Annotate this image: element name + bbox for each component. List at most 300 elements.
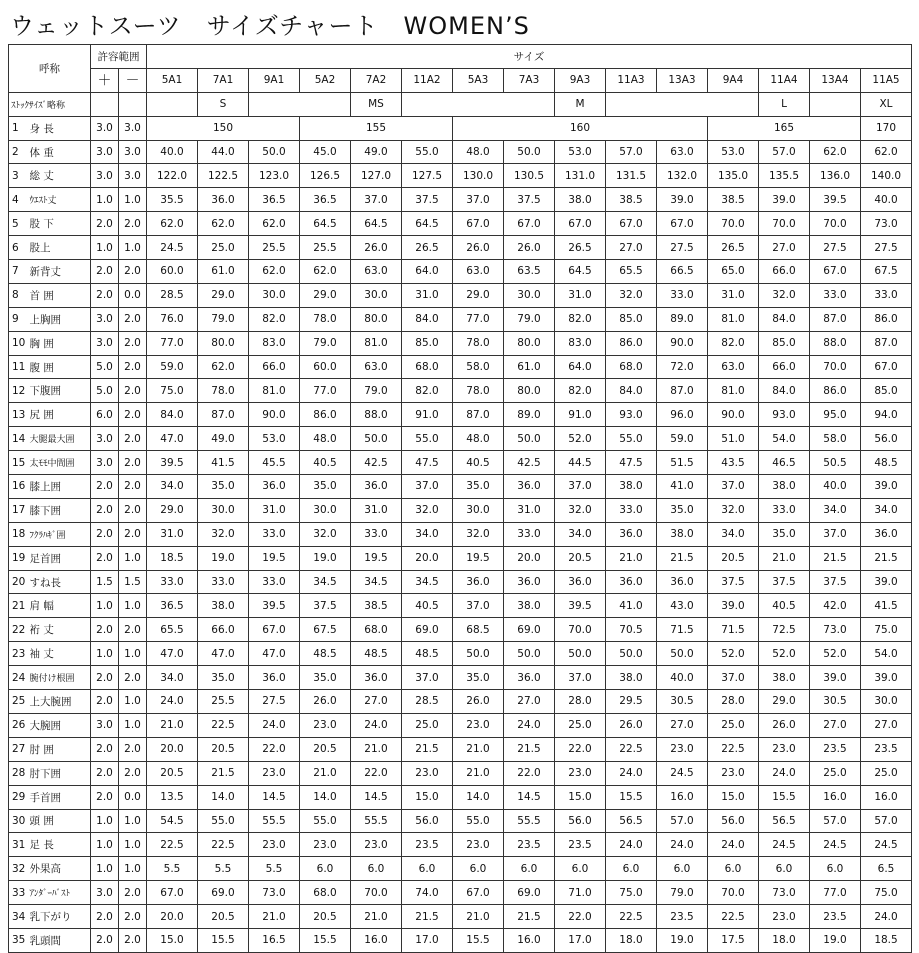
measurement-cell: 90.0	[249, 403, 300, 427]
measurement-cell: 15.0	[555, 785, 606, 809]
measurement-cell: 66.0	[759, 355, 810, 379]
measurement-cell: 34.5	[300, 570, 351, 594]
measurement-cell: 42.5	[504, 451, 555, 475]
row-name: 膝下囲	[29, 498, 91, 522]
measurement-cell: 57.0	[606, 140, 657, 164]
measurement-cell: 24.0	[759, 761, 810, 785]
tolerance-minus: 2.0	[119, 355, 147, 379]
row-number: 20	[9, 570, 29, 594]
table-row	[9, 881, 912, 905]
size-code: 13A4	[810, 68, 861, 92]
measurement-cell: 75.0	[861, 618, 912, 642]
measurement-cell: 74.0	[402, 881, 453, 905]
measurement-cell: 14.5	[351, 785, 402, 809]
measurement-cell: 15.5	[453, 928, 504, 952]
measurement-cell: 87.0	[198, 403, 249, 427]
measurement-cell: 68.0	[300, 881, 351, 905]
measurement-cell: 26.0	[606, 713, 657, 737]
measurement-cell: 60.0	[147, 260, 198, 284]
row-number: 12	[9, 379, 29, 403]
row-name: 肘 囲	[29, 737, 91, 761]
tolerance-plus: 5.0	[91, 355, 119, 379]
measurement-cell: 40.5	[453, 451, 504, 475]
row-number: 7	[9, 260, 29, 284]
row-number: 35	[9, 928, 29, 952]
measurement-cell: 31.0	[147, 522, 198, 546]
measurement-cell: 70.0	[759, 212, 810, 236]
tolerance-minus: 2.0	[119, 905, 147, 929]
table-row	[9, 188, 912, 212]
measurement-cell: 75.0	[861, 881, 912, 905]
tolerance-minus: 2.0	[119, 498, 147, 522]
measurement-cell: 78.0	[453, 379, 504, 403]
measurement-cell: 64.0	[555, 355, 606, 379]
measurement-cell: 20.5	[147, 761, 198, 785]
row-number: 34	[9, 905, 29, 929]
measurement-cell: 77.0	[300, 379, 351, 403]
table-row	[9, 260, 912, 284]
measurement-cell: 73.0	[759, 881, 810, 905]
measurement-cell: 62.0	[300, 260, 351, 284]
tolerance-minus: 3.0	[119, 116, 147, 140]
measurement-cell: 36.0	[606, 570, 657, 594]
measurement-cell: 31.0	[708, 283, 759, 307]
tolerance-plus: 1.5	[91, 570, 119, 594]
measurement-cell: 91.0	[402, 403, 453, 427]
measurement-cell: 63.0	[708, 355, 759, 379]
measurement-cell: 18.5	[861, 928, 912, 952]
row-number: 30	[9, 809, 29, 833]
measurement-cell: 28.5	[402, 690, 453, 714]
stock-size-cell: MS	[351, 92, 402, 116]
measurement-cell: 78.0	[198, 379, 249, 403]
measurement-cell: 50.0	[249, 140, 300, 164]
measurement-cell: 69.0	[504, 881, 555, 905]
height-group-cell: 160	[453, 116, 708, 140]
measurement-cell: 15.0	[147, 928, 198, 952]
tolerance-minus: 2.0	[119, 260, 147, 284]
measurement-cell: 38.0	[606, 475, 657, 499]
measurement-cell: 14.0	[300, 785, 351, 809]
measurement-cell: 55.0	[453, 809, 504, 833]
table-row	[9, 451, 912, 475]
measurement-cell: 70.5	[606, 618, 657, 642]
measurement-cell: 22.5	[606, 905, 657, 929]
row-name: 膝上囲	[29, 475, 91, 499]
measurement-cell: 6.0	[351, 857, 402, 881]
measurement-cell: 16.0	[861, 785, 912, 809]
measurement-cell: 6.0	[453, 857, 504, 881]
tolerance-minus: 2.0	[119, 379, 147, 403]
measurement-cell: 56.0	[555, 809, 606, 833]
measurement-cell: 25.0	[861, 761, 912, 785]
tolerance-minus: 1.0	[119, 713, 147, 737]
measurement-cell: 53.0	[249, 427, 300, 451]
measurement-cell: 91.0	[555, 403, 606, 427]
measurement-cell: 38.0	[657, 522, 708, 546]
measurement-cell: 64.5	[351, 212, 402, 236]
measurement-cell: 81.0	[708, 379, 759, 403]
measurement-cell: 38.5	[708, 188, 759, 212]
tolerance-plus: 6.0	[91, 403, 119, 427]
height-group-cell: 150	[147, 116, 300, 140]
measurement-cell: 38.0	[759, 475, 810, 499]
measurement-cell: 66.0	[198, 618, 249, 642]
measurement-cell: 23.0	[759, 737, 810, 761]
measurement-cell: 33.0	[759, 498, 810, 522]
measurement-cell: 25.5	[249, 236, 300, 260]
row-name: ﾌｸﾗﾊｷﾞ囲	[29, 522, 91, 546]
measurement-cell: 21.5	[198, 761, 249, 785]
stock-size-cell: L	[759, 92, 810, 116]
measurement-cell: 36.0	[861, 522, 912, 546]
measurement-cell: 38.5	[606, 188, 657, 212]
table-row	[9, 618, 912, 642]
measurement-cell: 36.0	[555, 570, 606, 594]
size-code: 5A1	[147, 68, 198, 92]
measurement-cell: 30.0	[453, 498, 504, 522]
measurement-cell: 35.0	[300, 475, 351, 499]
measurement-cell: 55.5	[351, 809, 402, 833]
measurement-cell: 38.0	[198, 594, 249, 618]
row-number: 17	[9, 498, 29, 522]
measurement-cell: 5.5	[198, 857, 249, 881]
measurement-cell: 38.0	[606, 666, 657, 690]
stock-size-row	[9, 92, 912, 116]
measurement-cell: 67.0	[249, 618, 300, 642]
tolerance-minus: 1.0	[119, 809, 147, 833]
measurement-cell: 31.0	[555, 283, 606, 307]
measurement-cell: 21.0	[606, 546, 657, 570]
measurement-cell: 68.0	[402, 355, 453, 379]
measurement-cell: 48.5	[351, 642, 402, 666]
measurement-cell: 17.5	[708, 928, 759, 952]
tolerance-plus: 1.0	[91, 188, 119, 212]
measurement-cell: 75.0	[147, 379, 198, 403]
table-row	[9, 498, 912, 522]
row-name: 足 長	[29, 833, 91, 857]
measurement-cell: 5.5	[147, 857, 198, 881]
measurement-cell: 27.5	[249, 690, 300, 714]
measurement-cell: 19.0	[198, 546, 249, 570]
stock-minus-empty	[119, 92, 147, 116]
measurement-cell: 31.0	[402, 283, 453, 307]
table-row	[9, 857, 912, 881]
measurement-cell: 38.0	[759, 666, 810, 690]
measurement-cell: 62.0	[198, 355, 249, 379]
tolerance-minus: 2.0	[119, 403, 147, 427]
measurement-cell: 36.0	[351, 475, 402, 499]
size-chart-table	[8, 44, 912, 953]
measurement-cell: 23.0	[351, 833, 402, 857]
measurement-cell: 33.0	[657, 283, 708, 307]
measurement-cell: 23.0	[657, 737, 708, 761]
measurement-cell: 30.0	[198, 498, 249, 522]
measurement-cell: 55.0	[198, 809, 249, 833]
measurement-cell: 85.0	[861, 379, 912, 403]
measurement-cell: 47.0	[147, 642, 198, 666]
measurement-cell: 127.0	[351, 164, 402, 188]
measurement-cell: 77.0	[453, 307, 504, 331]
measurement-cell: 122.0	[147, 164, 198, 188]
measurement-cell: 26.0	[453, 690, 504, 714]
measurement-cell: 27.0	[606, 236, 657, 260]
measurement-cell: 24.5	[810, 833, 861, 857]
measurement-cell: 23.0	[555, 761, 606, 785]
measurement-cell: 42.5	[351, 451, 402, 475]
measurement-cell: 34.0	[402, 522, 453, 546]
measurement-cell: 53.0	[555, 140, 606, 164]
stock-size-cell	[402, 92, 555, 116]
measurement-cell: 6.0	[657, 857, 708, 881]
row-name: 手首囲	[29, 785, 91, 809]
tolerance-minus: 1.0	[119, 546, 147, 570]
row-number: 28	[9, 761, 29, 785]
row-number: 22	[9, 618, 29, 642]
stock-size-cell	[147, 92, 198, 116]
tolerance-minus: 1.0	[119, 594, 147, 618]
row-name: 大腕囲	[29, 713, 91, 737]
measurement-cell: 33.0	[249, 522, 300, 546]
measurement-cell: 28.0	[555, 690, 606, 714]
tolerance-minus: 2.0	[119, 427, 147, 451]
table-row	[9, 307, 912, 331]
measurement-cell: 30.0	[249, 283, 300, 307]
measurement-cell: 50.0	[504, 140, 555, 164]
row-name: 腹 囲	[29, 355, 91, 379]
measurement-cell: 39.0	[861, 666, 912, 690]
tolerance-plus: 2.0	[91, 785, 119, 809]
row-name: 乳頭間	[29, 928, 91, 952]
measurement-cell: 30.0	[351, 283, 402, 307]
measurement-cell: 136.0	[810, 164, 861, 188]
measurement-cell: 72.5	[759, 618, 810, 642]
measurement-cell: 37.0	[708, 666, 759, 690]
measurement-cell: 16.0	[351, 928, 402, 952]
table-row	[9, 737, 912, 761]
measurement-cell: 88.0	[810, 331, 861, 355]
measurement-cell: 37.0	[555, 475, 606, 499]
measurement-cell: 63.5	[504, 260, 555, 284]
measurement-cell: 39.5	[810, 188, 861, 212]
tolerance-plus: 2.0	[91, 498, 119, 522]
row-name: 股 下	[29, 212, 91, 236]
measurement-cell: 47.5	[606, 451, 657, 475]
measurement-cell: 135.0	[708, 164, 759, 188]
table-row	[9, 283, 912, 307]
row-number: 25	[9, 690, 29, 714]
measurement-cell: 50.0	[606, 642, 657, 666]
measurement-cell: 27.5	[861, 236, 912, 260]
measurement-cell: 24.0	[249, 713, 300, 737]
measurement-cell: 36.0	[453, 570, 504, 594]
measurement-cell: 37.5	[402, 188, 453, 212]
tolerance-minus: 2.0	[119, 928, 147, 952]
measurement-cell: 24.0	[504, 713, 555, 737]
measurement-cell: 33.0	[351, 522, 402, 546]
row-number: 14	[9, 427, 29, 451]
header-row-1	[9, 45, 912, 69]
row-name: 肩 幅	[29, 594, 91, 618]
tolerance-minus: 1.0	[119, 690, 147, 714]
measurement-cell: 69.0	[198, 881, 249, 905]
measurement-cell: 20.5	[708, 546, 759, 570]
measurement-cell: 83.0	[555, 331, 606, 355]
row-number: 24	[9, 666, 29, 690]
tolerance-plus: 3.0	[91, 307, 119, 331]
measurement-cell: 40.0	[810, 475, 861, 499]
measurement-cell: 21.5	[861, 546, 912, 570]
measurement-cell: 40.0	[657, 666, 708, 690]
measurement-cell: 21.0	[351, 737, 402, 761]
row-name: 足首囲	[29, 546, 91, 570]
measurement-cell: 5.5	[249, 857, 300, 881]
measurement-cell: 20.0	[147, 905, 198, 929]
measurement-cell: 70.0	[351, 881, 402, 905]
measurement-cell: 35.0	[453, 666, 504, 690]
measurement-cell: 67.0	[453, 212, 504, 236]
size-code: 5A2	[300, 68, 351, 92]
tolerance-plus: 1.0	[91, 594, 119, 618]
measurement-cell: 44.5	[555, 451, 606, 475]
measurement-cell: 44.0	[198, 140, 249, 164]
tolerance-plus: 2.0	[91, 260, 119, 284]
measurement-cell: 28.5	[147, 283, 198, 307]
table-row	[9, 666, 912, 690]
measurement-cell: 35.0	[198, 666, 249, 690]
measurement-cell: 36.0	[606, 522, 657, 546]
measurement-cell: 37.0	[402, 666, 453, 690]
tolerance-minus: 2.0	[119, 212, 147, 236]
measurement-cell: 55.0	[402, 427, 453, 451]
measurement-cell: 57.0	[861, 809, 912, 833]
measurement-cell: 41.0	[606, 594, 657, 618]
table-row	[9, 331, 912, 355]
measurement-cell: 36.0	[504, 570, 555, 594]
measurement-cell: 30.5	[657, 690, 708, 714]
measurement-cell: 62.0	[147, 212, 198, 236]
measurement-cell: 70.0	[810, 355, 861, 379]
measurement-cell: 28.0	[708, 690, 759, 714]
measurement-cell: 47.5	[402, 451, 453, 475]
row-number: 29	[9, 785, 29, 809]
tolerance-plus: 1.0	[91, 833, 119, 857]
tolerance-minus: 2.0	[119, 666, 147, 690]
measurement-cell: 24.0	[708, 833, 759, 857]
measurement-cell: 32.0	[402, 498, 453, 522]
measurement-cell: 78.0	[300, 307, 351, 331]
measurement-cell: 34.0	[708, 522, 759, 546]
tolerance-minus: 2.0	[119, 475, 147, 499]
measurement-cell: 52.0	[555, 427, 606, 451]
measurement-cell: 35.0	[657, 498, 708, 522]
table-row	[9, 809, 912, 833]
measurement-cell: 39.0	[810, 666, 861, 690]
measurement-cell: 22.0	[351, 761, 402, 785]
measurement-cell: 34.0	[147, 475, 198, 499]
measurement-cell: 19.0	[657, 928, 708, 952]
measurement-cell: 23.0	[402, 761, 453, 785]
measurement-cell: 24.0	[861, 905, 912, 929]
size-code: 9A3	[555, 68, 606, 92]
measurement-cell: 132.0	[657, 164, 708, 188]
measurement-cell: 131.5	[606, 164, 657, 188]
measurement-cell: 55.0	[606, 427, 657, 451]
tolerance-plus: 2.0	[91, 905, 119, 929]
row-name: 尻 囲	[29, 403, 91, 427]
measurement-cell: 16.0	[810, 785, 861, 809]
measurement-cell: 24.0	[147, 690, 198, 714]
tolerance-minus: 2.0	[119, 331, 147, 355]
measurement-cell: 37.0	[555, 666, 606, 690]
tolerance-minus: 2.0	[119, 522, 147, 546]
measurement-cell: 56.0	[861, 427, 912, 451]
measurement-cell: 48.5	[861, 451, 912, 475]
measurement-cell: 24.0	[606, 833, 657, 857]
measurement-cell: 31.0	[249, 498, 300, 522]
measurement-cell: 19.5	[453, 546, 504, 570]
measurement-cell: 127.5	[402, 164, 453, 188]
measurement-cell: 33.0	[249, 570, 300, 594]
measurement-cell: 73.0	[861, 212, 912, 236]
measurement-cell: 69.0	[504, 618, 555, 642]
measurement-cell: 21.0	[249, 905, 300, 929]
measurement-cell: 30.0	[300, 498, 351, 522]
measurement-cell: 79.0	[351, 379, 402, 403]
measurement-cell: 40.5	[759, 594, 810, 618]
measurement-cell: 29.0	[453, 283, 504, 307]
size-code: 11A2	[402, 68, 453, 92]
stock-size-label: ｽﾄｯｸｻｲｽﾞ略称	[9, 92, 91, 116]
measurement-cell: 68.0	[606, 355, 657, 379]
table-row	[9, 833, 912, 857]
measurement-cell: 29.0	[198, 283, 249, 307]
measurement-cell: 23.5	[657, 905, 708, 929]
measurement-cell: 22.0	[555, 905, 606, 929]
table-row	[9, 140, 912, 164]
row-name: ｳｴｽﾄ丈	[29, 188, 91, 212]
measurement-cell: 25.0	[402, 713, 453, 737]
measurement-cell: 81.0	[351, 331, 402, 355]
row-name: 袖 丈	[29, 642, 91, 666]
measurement-cell: 23.5	[810, 737, 861, 761]
measurement-cell: 24.5	[861, 833, 912, 857]
tolerance-minus: 3.0	[119, 164, 147, 188]
size-code: 9A4	[708, 68, 759, 92]
measurement-cell: 33.0	[504, 522, 555, 546]
measurement-cell: 64.5	[555, 260, 606, 284]
header-row-2	[9, 68, 912, 92]
measurement-cell: 84.0	[606, 379, 657, 403]
size-code: 7A2	[351, 68, 402, 92]
measurement-cell: 35.0	[759, 522, 810, 546]
measurement-cell: 20.5	[198, 737, 249, 761]
measurement-cell: 52.0	[708, 642, 759, 666]
measurement-cell: 130.5	[504, 164, 555, 188]
tolerance-plus: 5.0	[91, 379, 119, 403]
measurement-cell: 20.0	[402, 546, 453, 570]
measurement-cell: 22.5	[708, 737, 759, 761]
header-size-label: サイズ	[147, 45, 912, 69]
measurement-cell: 72.0	[657, 355, 708, 379]
measurement-cell: 87.0	[657, 379, 708, 403]
measurement-cell: 66.0	[759, 260, 810, 284]
measurement-cell: 14.5	[504, 785, 555, 809]
table-row	[9, 690, 912, 714]
row-number: 26	[9, 713, 29, 737]
measurement-cell: 33.0	[861, 283, 912, 307]
measurement-cell: 56.5	[606, 809, 657, 833]
